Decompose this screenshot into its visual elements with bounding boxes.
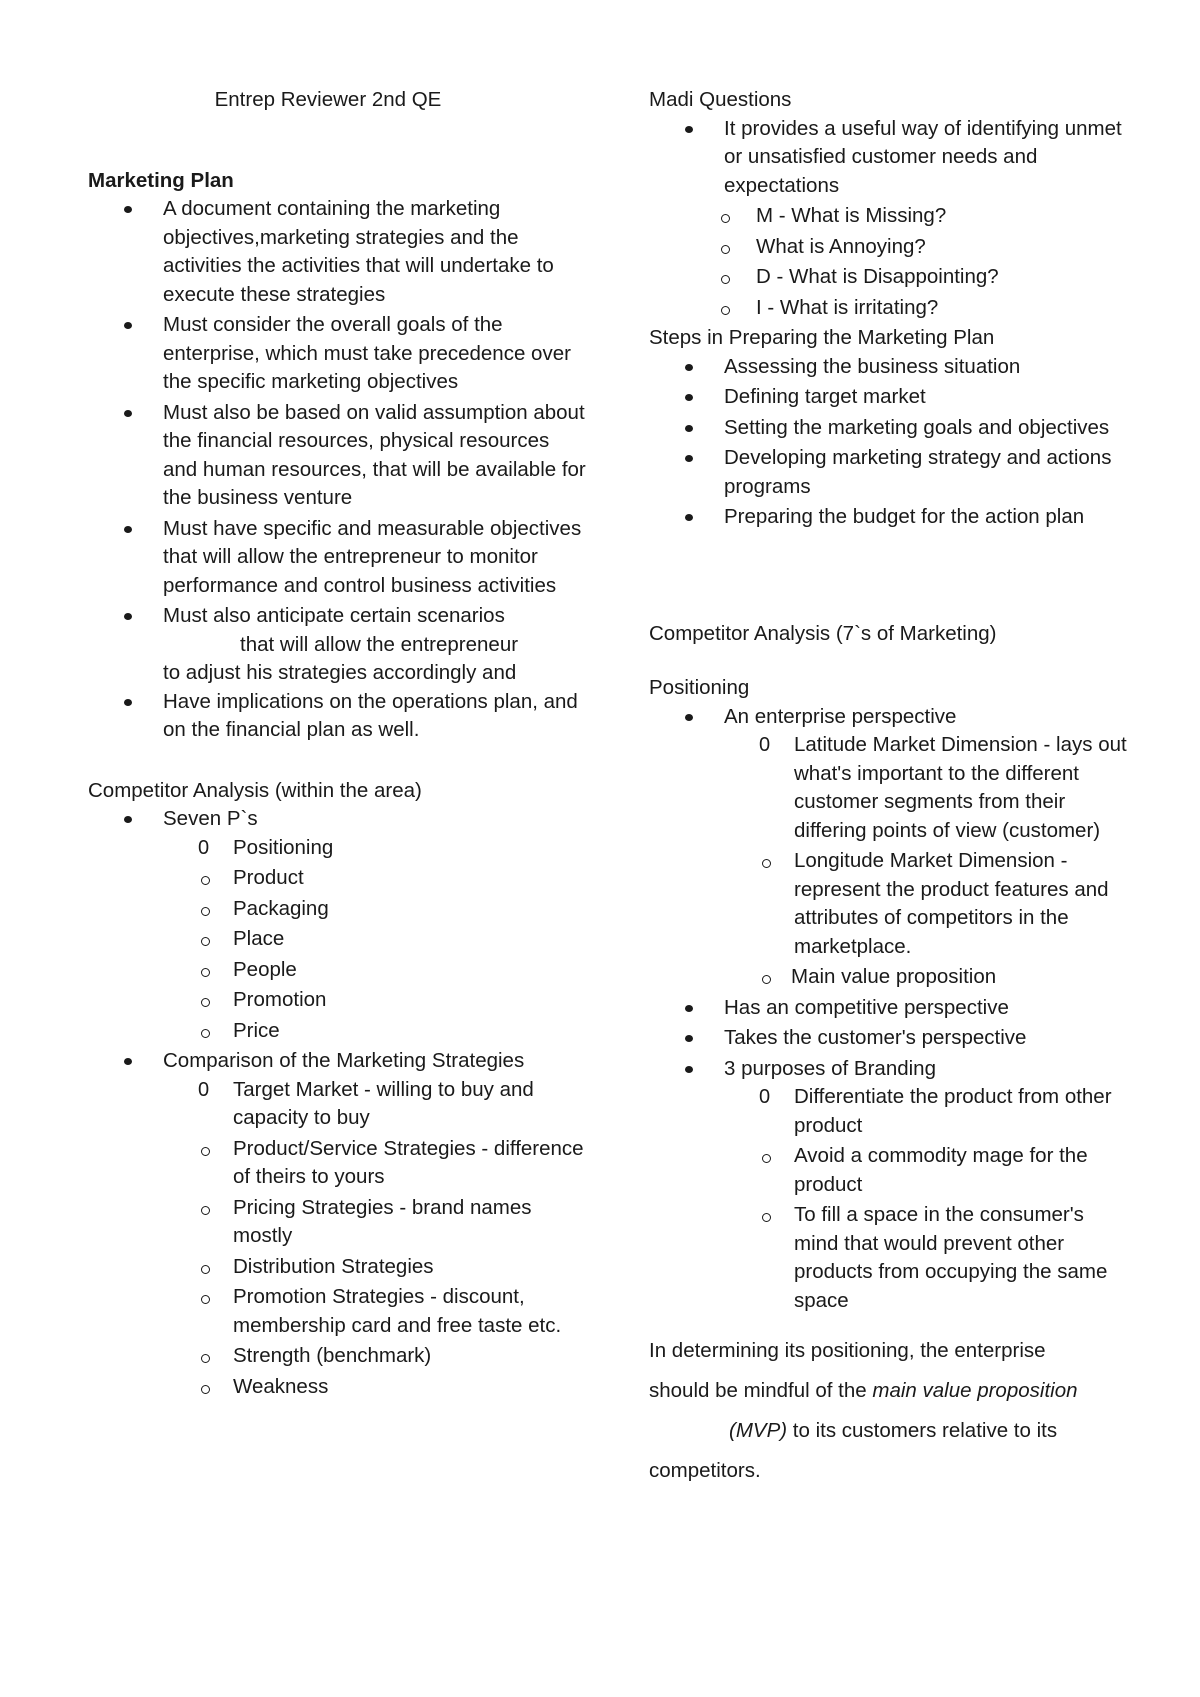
list-item: M - What is Missing? [756,204,947,227]
spacer [649,1317,1129,1331]
spacer [649,534,1129,620]
list-item: Main value proposition [791,965,997,988]
list-item: Longitude Market Dimension - represent the product features and attributes of competitors in the marketplace. [794,849,1109,958]
madi-list [649,115,1129,201]
list-item: It provides a useful way of identifying unmet or unsatisfied customer needs and expectations [724,116,1122,197]
marketing-plan-heading: Marketing Plan [88,168,234,192]
list-item: Assessing the business situation [724,354,1021,378]
right-column [649,86,1129,1491]
mvp-line: In determining its positioning, the enterprise [649,1339,1046,1362]
list-item: Weakness [233,1374,329,1398]
steps-list [649,353,1129,532]
list-item: I - What is irritating? [756,295,939,319]
list-item: Product [233,866,304,889]
mvp-paragraph [649,1331,1129,1491]
list-item: Defining target market [724,385,926,408]
competitor-7s-heading: Competitor Analysis (7`s of Marketing) [649,621,997,645]
positioning-heading: Positioning [649,676,750,699]
list-item: To fill a space in the consumer's mind that would prevent other products from occupying the same space [794,1203,1108,1312]
spacer [649,648,1129,674]
list-item: People [233,957,297,981]
zero-bullet-icon: 0 [198,1078,210,1101]
list-item: What is Annoying? [756,234,926,258]
list-item: Avoid a commodity mage for the product [794,1144,1088,1196]
enterprise-sub-list [649,731,1129,992]
list-item: A document containing the marketing objectives,marketing strategies and the activities the activities that will undertake to execute these strategies [163,197,554,306]
list-item: Product/Service Strategies - difference of theirs to yours [233,1136,584,1188]
list-item: Comparison of the Marketing Strategies 0 Target Market - willing to buy and capacity to buy Product/Service Strategies - difference of theirs to yours Pricing Strategies - brand names mostly Distribution Strategies Promotion Strategies - discount, membership card and free taste etc. Strength (benchmark) Weakness [88,1047,588,1401]
list-item: Price [233,1018,280,1042]
madi-heading: Madi Questions [649,88,792,111]
list-item: Promotion [233,988,327,1011]
list-item: Packaging [233,896,329,920]
branding-sub-list [649,1083,1129,1315]
seven-ps-list [88,834,588,1046]
list-item: Pricing Strategies - brand names mostly [233,1195,532,1247]
mvp-line: should be mindful of the main value proposition [649,1379,1078,1402]
competitor-area-list [88,805,588,1401]
list-item: Have implications on the operations plan, and on the financial plan as well. [163,689,578,741]
mvp-line: competitors. [649,1459,761,1482]
document-title: Entrep Reviewer 2nd QE [214,88,442,111]
madi-sub-list [649,202,1129,322]
left-column [88,86,588,1403]
list-item: 0 Positioning [198,834,588,863]
list-item: Developing marketing strategy and actions programs [724,446,1112,498]
positioning-list [649,703,1129,1316]
list-item: Place [233,927,285,950]
list-item: Setting the marketing goals and objectives [724,415,1110,439]
list-item: Distribution Strategies [233,1254,434,1278]
list-item: Must have specific and measurable objectives that will allow the entrepreneur to monitor performance and control business activities [163,516,582,597]
list-item: Strength (benchmark) [233,1344,432,1367]
list-item: Must also be based on valid assumption about the financial resources, physical resources and human resources, that will be available for the business venture [163,400,586,509]
spacer [88,747,588,777]
list-item: 0 Differentiate the product from other product [759,1085,1112,1137]
comparison-list [88,1076,588,1402]
list-item: 0 Latitude Market Dimension - lays out what's important to the different customer segments from their differing points of view (customer) [759,733,1127,842]
zero-bullet-icon: 0 [198,836,210,859]
list-item: Must also anticipate certain scenarios that will allow the entrepreneur to adjust his strategies accordingly and [163,604,519,684]
list-item: Promotion Strategies - discount, membership card and free taste etc. [233,1285,562,1337]
marketing-plan-list [88,195,588,745]
list-item: 3 purposes of Branding 0 Differentiate the product from other product Avoid a commodity mage for the product To fill a space in the consumer's mind that would prevent other products from occupying the same space [649,1055,1129,1316]
list-item: Takes the customer's perspective [724,1026,1027,1049]
list-item: Seven P`s 0 Positioning Product Packaging Place People Promotion Price [88,805,588,1045]
zero-bullet-icon: 0 [759,1086,771,1108]
mvp-line: (MVP) to its customers relative to its [729,1419,1058,1442]
list-item: 0 Target Market - willing to buy and capacity to buy [198,1077,534,1129]
list-item: Has an competitive perspective [724,995,1009,1019]
list-item: An enterprise perspective 0 Latitude Market Dimension - lays out what's important to the different customer segments from their differing points of view (customer) Longitude Market Dimension - represent the product features and attributes of competitors in the marketplace. Main value proposition [649,703,1129,992]
zero-bullet-icon: 0 [759,734,771,756]
list-item: Must consider the overall goals of the enterprise, which must take precedence over the specific marketing objectives [163,313,571,393]
spacer [88,115,588,167]
competitor-area-heading: Competitor Analysis (within the area) [88,778,422,802]
list-item: Preparing the budget for the action plan [724,505,1085,528]
list-item: D - What is Disappointing? [756,265,999,288]
steps-heading: Steps in Preparing the Marketing Plan [649,326,995,349]
